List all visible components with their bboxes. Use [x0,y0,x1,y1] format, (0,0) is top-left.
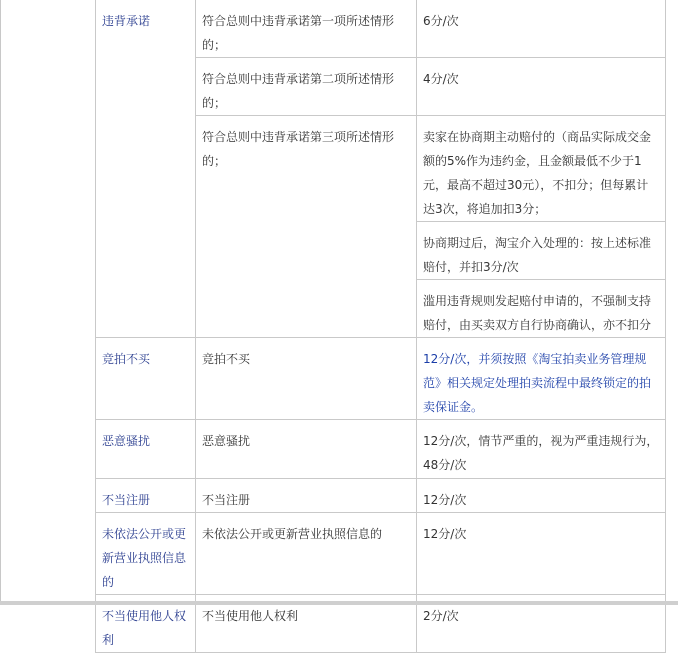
situation-cell: 不当注册 [196,479,417,513]
penalty-cell: 4分/次 [417,58,666,116]
situation-cell: 符合总则中违背承诺第一项所述情形的； [196,0,417,58]
situation-cell: 符合总则中违背承诺第三项所述情形的； [196,116,417,338]
situation-cell: 不当使用他人权利 [196,595,417,653]
category-cell: 违背承诺 [96,0,196,338]
situation-cell: 竞拍不买 [196,338,417,420]
bottom-divider [0,601,678,605]
penalty-cell: 6分/次 [417,0,666,58]
penalty-cell: 滥用违背规则发起赔付申请的，不强制支持赔付，由买卖双方自行协商确认，亦不扣分 [417,280,666,338]
penalty-cell: 协商期过后，淘宝介入处理的：按上述标准赔付，并扣3分/次 [417,222,666,280]
penalty-cell: 12分/次 [417,513,666,595]
situation-cell: 未依法公开或更新营业执照信息的 [196,513,417,595]
table-row [96,338,666,420]
penalty-cell: 卖家在协商期主动赔付的（商品实际成交金额的5%作为违约金，且金额最低不少于1元，最高不超过30元），不扣分；但每累计达3次，将追加扣3分； [417,116,666,222]
penalty-cell-link[interactable]: 12分/次，并须按照《淘宝拍卖业务管理规范》相关规定处理拍卖流程中最终锁定的拍卖保证金。 [417,338,666,420]
penalty-table [95,0,666,653]
table-row [96,0,666,58]
situation-cell: 恶意骚扰 [196,420,417,479]
penalty-cell: 12分/次 [417,479,666,513]
category-cell: 竞拍不买 [96,338,196,420]
category-cell: 恶意骚扰 [96,420,196,479]
situation-cell: 符合总则中违背承诺第二项所述情形的； [196,58,417,116]
table-row [96,420,666,479]
category-cell: 未依法公开或更新营业执照信息的 [96,513,196,595]
category-cell: 不当使用他人权利 [96,595,196,653]
table-row [96,479,666,513]
table-row [96,513,666,595]
penalty-cell: 2分/次 [417,595,666,653]
penalty-cell: 12分/次，情节严重的，视为严重违规行为，48分/次 [417,420,666,479]
category-cell: 不当注册 [96,479,196,513]
